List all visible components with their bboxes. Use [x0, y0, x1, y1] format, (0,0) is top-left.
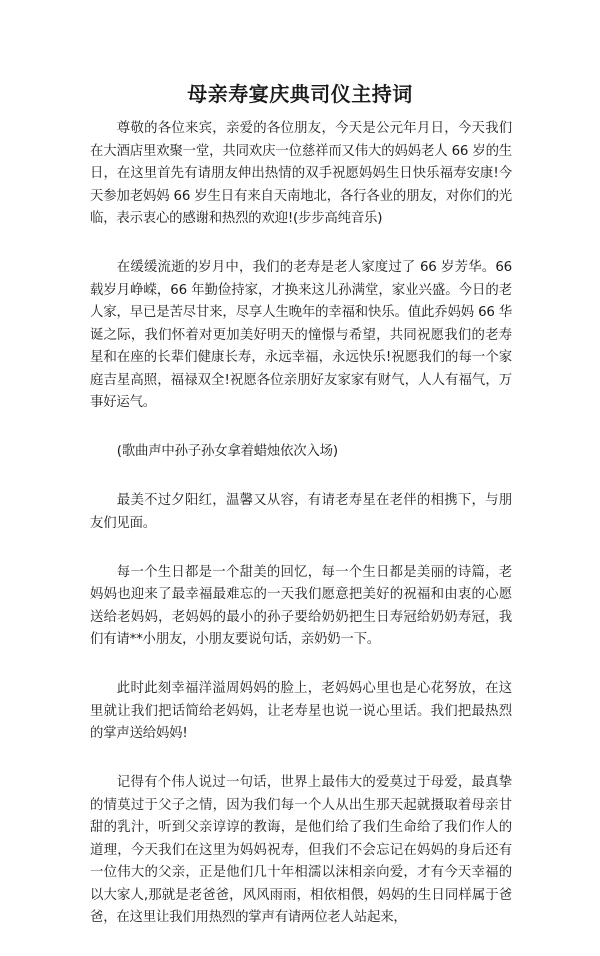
paragraph-sunset: 最美不过夕阳红，温馨又从容，有请老寿星在老伴的相携下，与朋友们见面。 — [90, 493, 512, 531]
paragraph-father-tribute: 记得有个伟人说过一句话，世界上最伟大的爱莫过于母爱，最真挚的情莫过于父子之情，因为我们每一个人从出生那天起就摄取着母亲甘甜的乳汁，听到父亲谆谆的教诲，是他们给了我们生命给了我们作人的道理，今天我们在这里为妈妈祝寿，但我们不会忘记在妈妈的身后还有一位伟大的父亲，正是他们几十年相濡以沫相亲向爱，才有今天幸福的以大家人,那就是老爸爸，风风雨雨，相依相偎，妈妈的生日同样属于爸爸，在这里让我们用热烈的掌声有请两位老人站起来， — [90, 775, 512, 925]
paragraph-blessing: 在缓缓流逝的岁月中，我们的老寿是老人家度过了 66 岁芳华。66 载岁月峥嵘，66 年勤俭持家，才换来这儿孙满堂，家业兴盛。今日的老人家，早已是苦尽甘来，尽享人生晚年的幸福和快乐。值此乔妈妈 66 华诞之际，我们怀着对更加美好明天的憧憬与希望，共同祝愿我们的老寿星和在座的长辈们健康长寿，永远幸福，永远快乐!祝愿我们的每一个家庭吉星高照，福禄双全!祝愿各位亲朋好友家家有财气，人人有福气，万事好运气。 — [90, 260, 512, 410]
paragraph-stage-direction: (歌曲声中孙子孙女拿着蜡烛依次入场) — [116, 444, 338, 459]
paragraph-birthday-memory: 每一个生日都是一个甜美的回忆，每一个生日都是美丽的诗篇，老妈妈也迎来了最幸福最难忘的一天我们愿意把美好的祝福和由衷的心愿送给老妈妈，老妈妈的最小的孙子要给奶奶把生日寿冠给奶奶寿冠，我们有请**小朋友，小朋友要说句话，亲奶奶一下。 — [90, 564, 512, 647]
document-body — [90, 118, 512, 956]
paragraph-welcome: 尊敬的各位来宾，亲爱的各位朋友，今天是公元年月日，今天我们在大酒店里欢聚一堂，共同欢庆一位慈祥而又伟大的妈妈老人 66 岁的生日，在这里首先有请朋友伸出热情的双手祝愿妈妈生日快乐福寿安康!今天参加老妈妈 66 岁生日有来自天南地北，各行各业的朋友，对你们的光临，表示衷心的感谢和热烈的欢迎!(步步高纯音乐) — [90, 121, 512, 226]
document-title: 母亲寿宴庆典司仪主持词 — [187, 82, 413, 106]
paragraph-mother-speech: 此时此刻幸福洋溢周妈妈的脸上，老妈妈心里也是心花努放，在这里就让我们把话简给老妈妈，让老寿星也说一说心里话。我们把最热烈的掌声送给妈妈! — [90, 681, 512, 741]
